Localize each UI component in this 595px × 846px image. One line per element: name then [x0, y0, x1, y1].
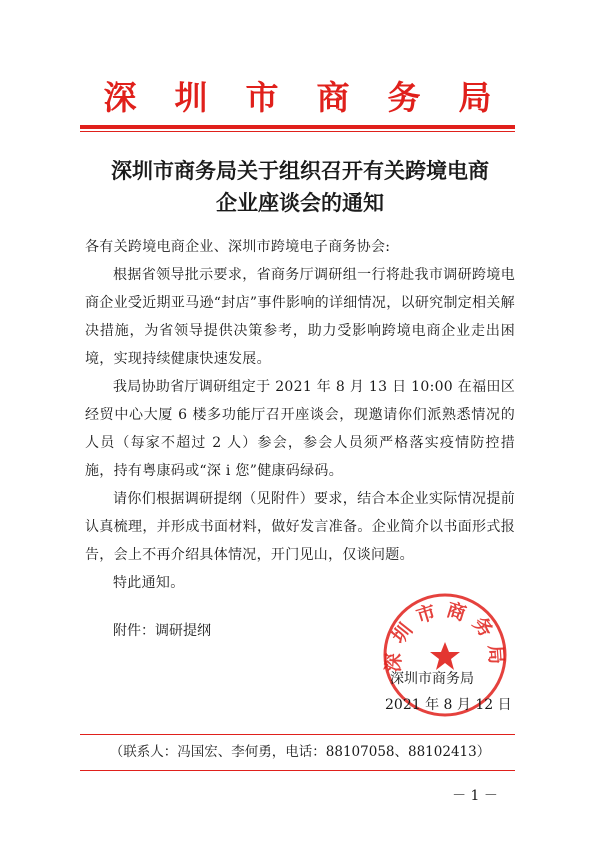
- signature-org: 深圳市商务局: [390, 671, 474, 687]
- salutation: 各有关跨境电商企业、深圳市跨境电子商务协会:: [85, 239, 391, 255]
- contact-info: （联系人：冯国宏、李何勇，电话：88107058、88102413）: [109, 744, 491, 760]
- closing-line: 特此通知。: [113, 575, 185, 591]
- signature-date: 2021 年 8 月 12 日: [385, 697, 512, 713]
- issuing-org-header: 深圳市商务局: [103, 78, 530, 117]
- body-paragraph: 请你们根据调研提纲（见附件）要求，结合本企业实际情况提前认真梳理，并形成书面材料，做好发言准备。企业简介以书面形式报告，会上不再介绍具体情况，开门见山，仅谈问题。: [85, 491, 515, 563]
- seal-text: 深圳市商务局: [382, 598, 508, 673]
- title-line-2: 企业座谈会的通知: [216, 190, 384, 215]
- seal-star-icon: [430, 642, 460, 670]
- body-paragraph: 根据省领导批示要求，省商务厅调研组一行将赴我市调研跨境电商企业受近期亚马逊“封店”事件影响的详细情况，以研究制定相关解决措施，为省领导提供决策参考，助力受影响跨境电商企业走出困境，实现持续健康快速发展。: [85, 267, 515, 367]
- footer-rule-top: [80, 734, 515, 735]
- attachment-note: 附件：调研提纲: [113, 623, 211, 639]
- title-line-1: 深圳市商务局关于组织召开有关跨境电商: [111, 158, 489, 183]
- document-body: [85, 233, 515, 597]
- header-rule-thick: [80, 125, 515, 129]
- document-title: [70, 155, 530, 219]
- footer-rule-bottom: [80, 770, 515, 771]
- header-rule-thin: [80, 131, 515, 132]
- page-number: － 1 －: [452, 788, 498, 804]
- body-paragraph: 我局协助省厅调研组定于 2021 年 8 月 13 日 10:00 在福田区经贸中心大厦 6 楼多功能厅召开座谈会，现邀请你们派熟悉情况的人员（每家不超过 2 人）参会，参会人员须严格落实疫情防控措施，持有粤康码或“深 i 您”健康码绿码。: [85, 379, 515, 479]
